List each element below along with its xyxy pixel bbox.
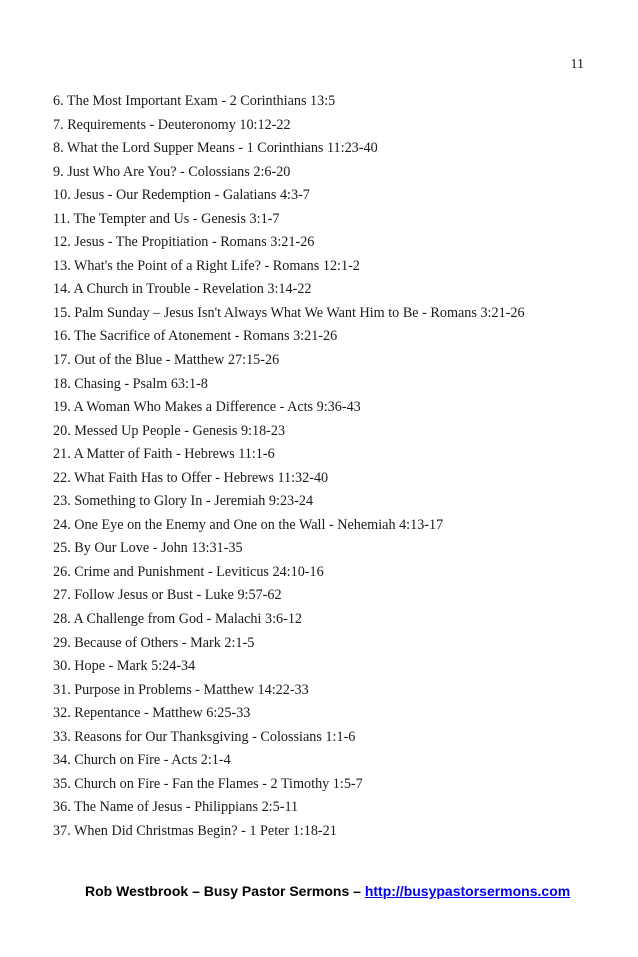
list-item: 29. Because of Others - Mark 2:1-5 — [53, 634, 255, 651]
list-item: 35. Church on Fire - Fan the Flames - 2 Timothy 1:5-7 — [53, 775, 363, 792]
list-item: 32. Repentance - Matthew 6:25-33 — [53, 705, 251, 722]
list-item: 20. Messed Up People - Genesis 9:18-23 — [53, 422, 286, 439]
list-item: 26. Crime and Punishment - Leviticus 24:10-16 — [53, 563, 324, 580]
list-item: 19. A Woman Who Makes a Difference - Acts 9:36-43 — [53, 399, 361, 416]
page-number: 11 — [570, 57, 584, 72]
list-item: 30. Hope - Mark 5:24-34 — [53, 658, 196, 675]
list-item: 12. Jesus - The Propitiation - Romans 3:21-26 — [53, 234, 315, 251]
list-item: 22. What Faith Has to Offer - Hebrews 11:32-40 — [53, 469, 329, 486]
list-item: 11. The Tempter and Us - Genesis 3:1-7 — [53, 210, 280, 227]
list-item: 17. Out of the Blue - Matthew 27:15-26 — [53, 352, 280, 369]
list-item: 8. What the Lord Supper Means - 1 Corinthians 11:23-40 — [53, 140, 378, 157]
footer-link[interactable]: http://busypastorsermons.com — [364, 883, 571, 899]
list-item: 23. Something to Glory In - Jeremiah 9:23-24 — [53, 493, 314, 510]
list-item: 21. A Matter of Faith - Hebrews 11:1-6 — [53, 446, 275, 463]
list-item: 10. Jesus - Our Redemption - Galatians 4:3-7 — [53, 187, 310, 204]
list-item: 36. The Name of Jesus - Philippians 2:5-11 — [53, 799, 299, 816]
list-item: 15. Palm Sunday – Jesus Isn't Always What We Want Him to Be - Romans 3:21-26 — [53, 304, 525, 321]
list-item: 24. One Eye on the Enemy and One on the Wall - Nehemiah 4:13-17 — [53, 516, 444, 533]
footer-text: Rob Westbrook – Busy Pastor Sermons – — [85, 883, 365, 899]
list-item: 7. Requirements - Deuteronomy 10:12-22 — [53, 116, 291, 133]
footer — [85, 882, 570, 900]
list-item: 34. Church on Fire - Acts 2:1-4 — [53, 752, 231, 769]
list-item: 31. Purpose in Problems - Matthew 14:22-33 — [53, 681, 309, 698]
list-item: 14. A Church in Trouble - Revelation 3:14-22 — [53, 281, 312, 298]
list-item: 28. A Challenge from God - Malachi 3:6-12 — [53, 611, 303, 628]
list-item: 25. By Our Love - John 13:31-35 — [53, 540, 243, 557]
list-item: 18. Chasing - Psalm 63:1-8 — [53, 375, 208, 392]
list-item: 37. When Did Christmas Begin? - 1 Peter 1:18-21 — [53, 822, 337, 839]
list-item: 6. The Most Important Exam - 2 Corinthians 13:5 — [53, 93, 336, 109]
list-item: 33. Reasons for Our Thanksgiving - Colossians 1:1-6 — [53, 728, 356, 745]
list-item: 27. Follow Jesus or Bust - Luke 9:57-62 — [53, 587, 282, 604]
list-item: 9. Just Who Are You? - Colossians 2:6-20 — [53, 163, 291, 180]
list-item: 16. The Sacrifice of Atonement - Romans 3:21-26 — [53, 328, 338, 345]
list-item: 13. What's the Point of a Right Life? - Romans 12:1-2 — [53, 257, 360, 274]
sermon-list — [53, 90, 525, 844]
